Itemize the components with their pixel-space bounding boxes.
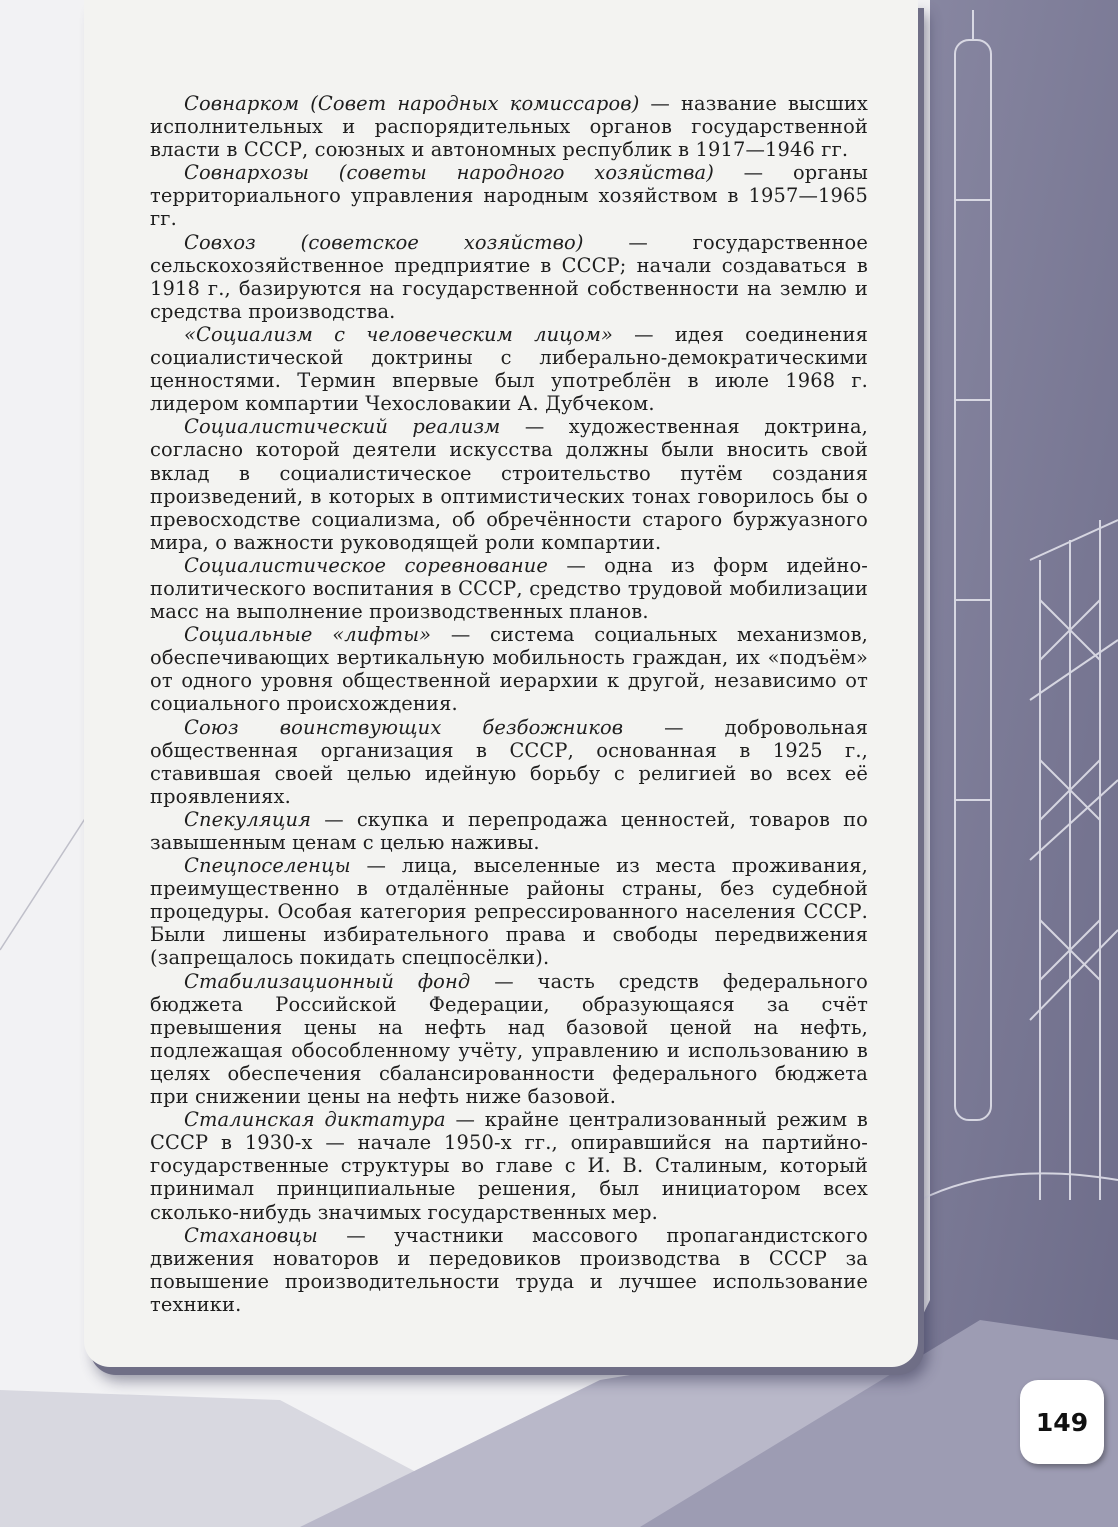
glossary-term: Спецпоселенцы <box>184 854 351 878</box>
glossary-term: Спекуляция <box>184 807 312 831</box>
glossary-entry <box>150 808 868 854</box>
glossary-definition: — система социальных механизмов, обеспечивающих вертикальную мобильность граждан, их «подъём» от одного уровня общественной иерархии к другой, независимо от социального происхождения. <box>150 623 868 716</box>
glossary-term: Социальные «лифты» <box>184 623 432 647</box>
glossary-definition: — лица, выселенные из места проживания, преимущественно в отдалённые районы страны, без судебной процедуры. Особая категория репрессированного населения СССР. Были лишены избирательного права и свободы передвижения (запрещалось покидать спецпосёлки). <box>150 854 868 970</box>
glossary-definition: — идея соединения социалистической доктрины с либерально-демократическими ценностями. Термин впервые был употреблён в июле 1968 г. лидером компартии Чехословакии А. Дубчеком. <box>150 322 868 416</box>
glossary-entry <box>150 1224 868 1316</box>
glossary-entry <box>150 92 868 161</box>
glossary-definition: — государственное сельскохозяйственное предприятие в СССР; начали создаваться в 1918 г., базируются на государственной собственности на землю и средства производства. <box>150 230 868 323</box>
glossary-definition: — одна из форм идейно-политического воспитания в СССР, средство трудовой мобилизации масс на выполнение производственных планов. <box>150 553 868 624</box>
glossary-entry <box>150 970 868 1109</box>
glossary-term: Сталинская диктатура <box>184 1108 446 1132</box>
glossary-entry <box>150 716 868 808</box>
glossary-definition: — органы территориального управления народным хозяйством в 1957—1965 гг. <box>150 161 869 231</box>
glossary-term: Социалистический реализм <box>184 415 501 439</box>
glossary-definition: — художественная доктрина, согласно которой деятели искусства должны были вносить свой вклад в социалистическое строительство путём создания произведений, в которых в оптимистических тонах говорилось бы о превосходстве социализма, об обречённости старого буржуазного мира, о важности руководящей роли компартии. <box>150 415 868 554</box>
glossary-term: Союз воинствующих безбожников <box>184 715 624 739</box>
glossary-entry <box>150 854 868 969</box>
glossary-entry <box>150 161 868 230</box>
glossary-definition: — участники массового пропагандистского движения новаторов и передовиков производства в СССР за повышение производительности труда и лучшее использование техники. <box>150 1223 868 1316</box>
glossary-card <box>84 0 918 1367</box>
glossary-entry <box>150 554 868 623</box>
glossary-definition: — крайне централизованный режим в СССР в 1930-х — начале 1950-х гг., опиравшийся на партийно-государственные структуры во главе с И. В. Сталиным, который принимал принципиальные решения, был инициатором всех сколько-нибудь значимых государственных мер. <box>150 1108 868 1224</box>
glossary-term: Социалистическое соревнование <box>184 553 549 577</box>
glossary-entry <box>150 415 868 554</box>
glossary-term: «Социализм с человеческим лицом» <box>184 322 613 346</box>
glossary-definition: — добровольная общественная организация в СССР, основанная в 1925 г., ставившая своей целью идейную борьбу с религией во всех её проявлениях. <box>150 715 869 808</box>
glossary-entry <box>150 1108 868 1223</box>
glossary-term: Совхоз (советское хозяйство) <box>184 230 584 254</box>
glossary-entry <box>150 323 868 415</box>
glossary-definition: — скупка и перепродажа ценностей, товаров по завышенным ценам с целью наживы. <box>150 807 868 854</box>
glossary-list <box>150 92 868 1316</box>
glossary-term: Стахановцы <box>184 1223 318 1247</box>
glossary-definition: — часть средств федерального бюджета Российской Федерации, образующаяся за счёт превышения цены на нефть над базовой ценой на нефть, подлежащая обособленному учёту, управлению и использованию в целях обеспечения сбалансированности федерального бюджета при снижении цены на нефть ниже базовой. <box>150 969 868 1109</box>
glossary-entry <box>150 231 868 323</box>
glossary-term: Совнархозы (советы народного хозяйства) <box>184 161 714 185</box>
glossary-term: Совнарком (Совет народных комиссаров) <box>184 92 640 115</box>
glossary-entry <box>150 623 868 715</box>
glossary-term: Стабилизационный фонд <box>184 969 471 993</box>
glossary-definition: — название высших исполнительных и распорядительных органов государственной власти в СССР, союзных и автономных республик в 1917—1946 гг. <box>150 92 868 162</box>
page-number: 149 <box>1020 1380 1104 1464</box>
